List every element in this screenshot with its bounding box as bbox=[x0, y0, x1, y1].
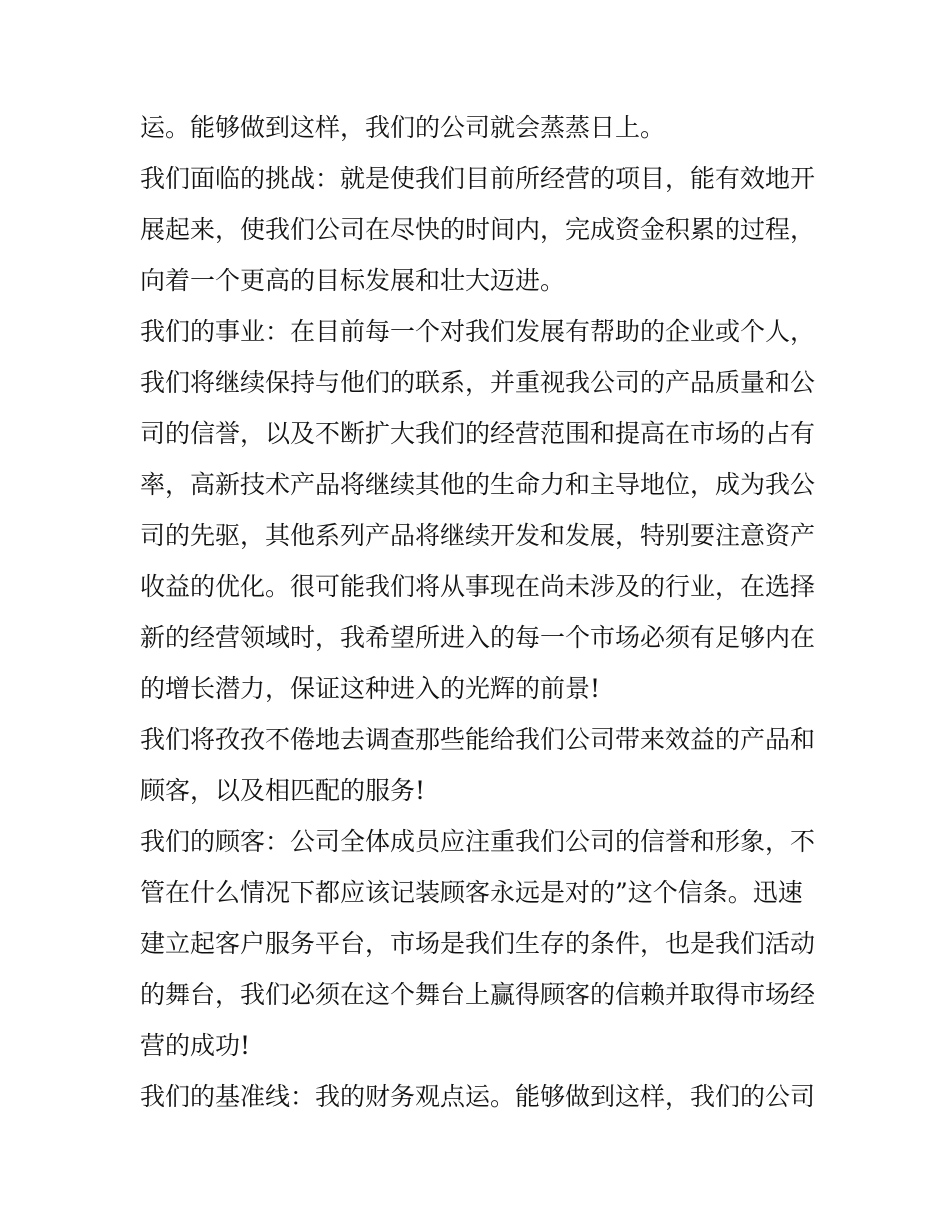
text-line: 我们将继续保持与他们的联系，并重视我公司的产品质量和公 bbox=[140, 368, 816, 397]
text-line: 展起来，使我们公司在尽快的时间内，完成资金积累的过程， bbox=[140, 215, 816, 244]
text-line: 运。能够做到这样，我们的公司就会蒸蒸日上。 bbox=[140, 113, 666, 142]
text-line: 新的经营领域时，我希望所进入的每一个市场必须有足够内在 bbox=[140, 623, 816, 652]
text-line: 收益的优化。很可能我们将从事现在尚未涉及的行业，在选择 bbox=[140, 572, 816, 601]
text-line: 司的信誉，以及不断扩大我们的经营范围和提高在市场的占有 bbox=[140, 419, 816, 448]
text-line: 管在什么情况下都应该记装顾客永远是对的”这个信条。迅速 bbox=[140, 878, 803, 907]
text-line: 我们的事业：在目前每一个对我们发展有帮助的企业或个人， bbox=[140, 317, 816, 346]
text-line: 向着一个更高的目标发展和壮大迈进。 bbox=[140, 266, 566, 295]
text-line: 建立起客户服务平台，市场是我们生存的条件，也是我们活动 bbox=[140, 929, 816, 958]
text-line: 的舞台，我们必须在这个舞台上赢得顾客的信赖并取得市场经 bbox=[140, 980, 816, 1009]
text-line: 率，高新技术产品将继续其他的生命力和主导地位，成为我公 bbox=[140, 470, 816, 499]
text-line: 司的先驱，其他系列产品将继续开发和发展，特别要注意资产 bbox=[140, 521, 816, 550]
text-line: 我们面临的挑战：就是使我们目前所经营的项目，能有效地开 bbox=[140, 164, 816, 193]
text-line: 我们的基准线：我的财务观点运。能够做到这样，我们的公司 bbox=[140, 1082, 816, 1111]
text-line: 我们的顾客：公司全体成员应注重我们公司的信誉和形象，不 bbox=[140, 827, 816, 856]
text-line: 顾客，以及相匹配的服务! bbox=[140, 776, 426, 805]
text-line: 营的成功! bbox=[140, 1031, 251, 1060]
text-line: 我们将孜孜不倦地去调查那些能给我们公司带来效益的产品和 bbox=[140, 725, 816, 754]
text-line: 的增长潜力，保证这种进入的光辉的前景! bbox=[140, 674, 601, 703]
